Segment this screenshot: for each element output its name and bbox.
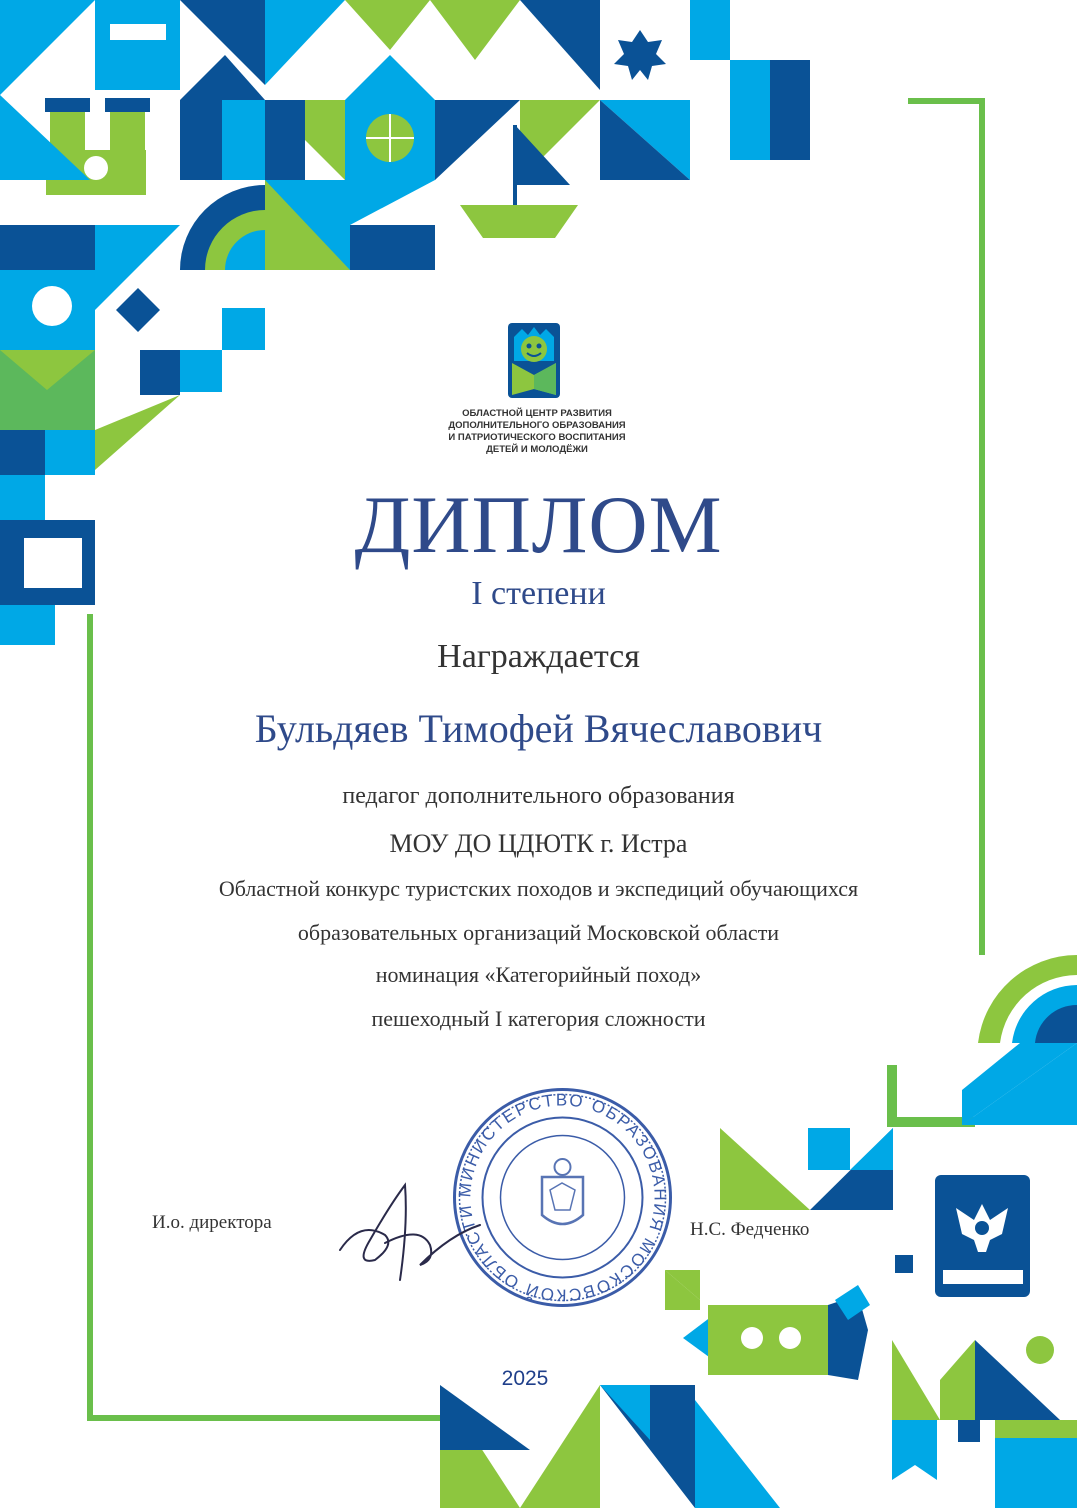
nomination: номинация «Категорийный поход»	[375, 962, 702, 987]
recipient-position: педагог дополнительного образования	[342, 783, 735, 809]
signer-name: Н.С. Федченко	[690, 1219, 810, 1240]
signer-role: И.о. директора	[152, 1212, 272, 1233]
diploma-title: ДИПЛОМ	[354, 479, 723, 570]
diploma-degree: I степени	[471, 575, 606, 612]
org-name-line: И ПАТРИОТИЧЕСКОГО ВОСПИТАНИЯ	[448, 432, 626, 443]
org-name-line: ДОПОЛНИТЕЛЬНОГО ОБРАЗОВАНИЯ	[448, 420, 626, 431]
org-name-line: ОБЛАСТНОЙ ЦЕНТР РАЗВИТИЯ	[462, 408, 612, 419]
org-logo-icon	[508, 323, 560, 398]
contest-line-2: образовательных организаций Московской области	[297, 920, 780, 945]
org-name	[437, 408, 637, 456]
recipient-institution: МОУ ДО ЦДЮТК г. Истра	[389, 829, 688, 858]
category: пешеходный I категория сложности	[371, 1006, 706, 1031]
recipient-name: Бульдяев Тимофей Вячеславович	[254, 706, 823, 751]
contest-line-1: Областной конкурс туристских походов и экспедиций обучающихся	[218, 876, 859, 901]
awarded-label: Награждается	[437, 638, 640, 675]
year: 2025	[501, 1367, 549, 1390]
stamp-ring-text: МИНИСТЕРСТВО ОБРАЗОВАНИЯ МОСКОВСКОЙ ОБЛАСТИ	[455, 1090, 670, 1305]
coat-of-arms-icon	[542, 1159, 583, 1224]
org-name-line: ДЕТЕЙ И МОЛОДЁЖИ	[486, 444, 588, 455]
handwritten-signature	[330, 1165, 490, 1290]
